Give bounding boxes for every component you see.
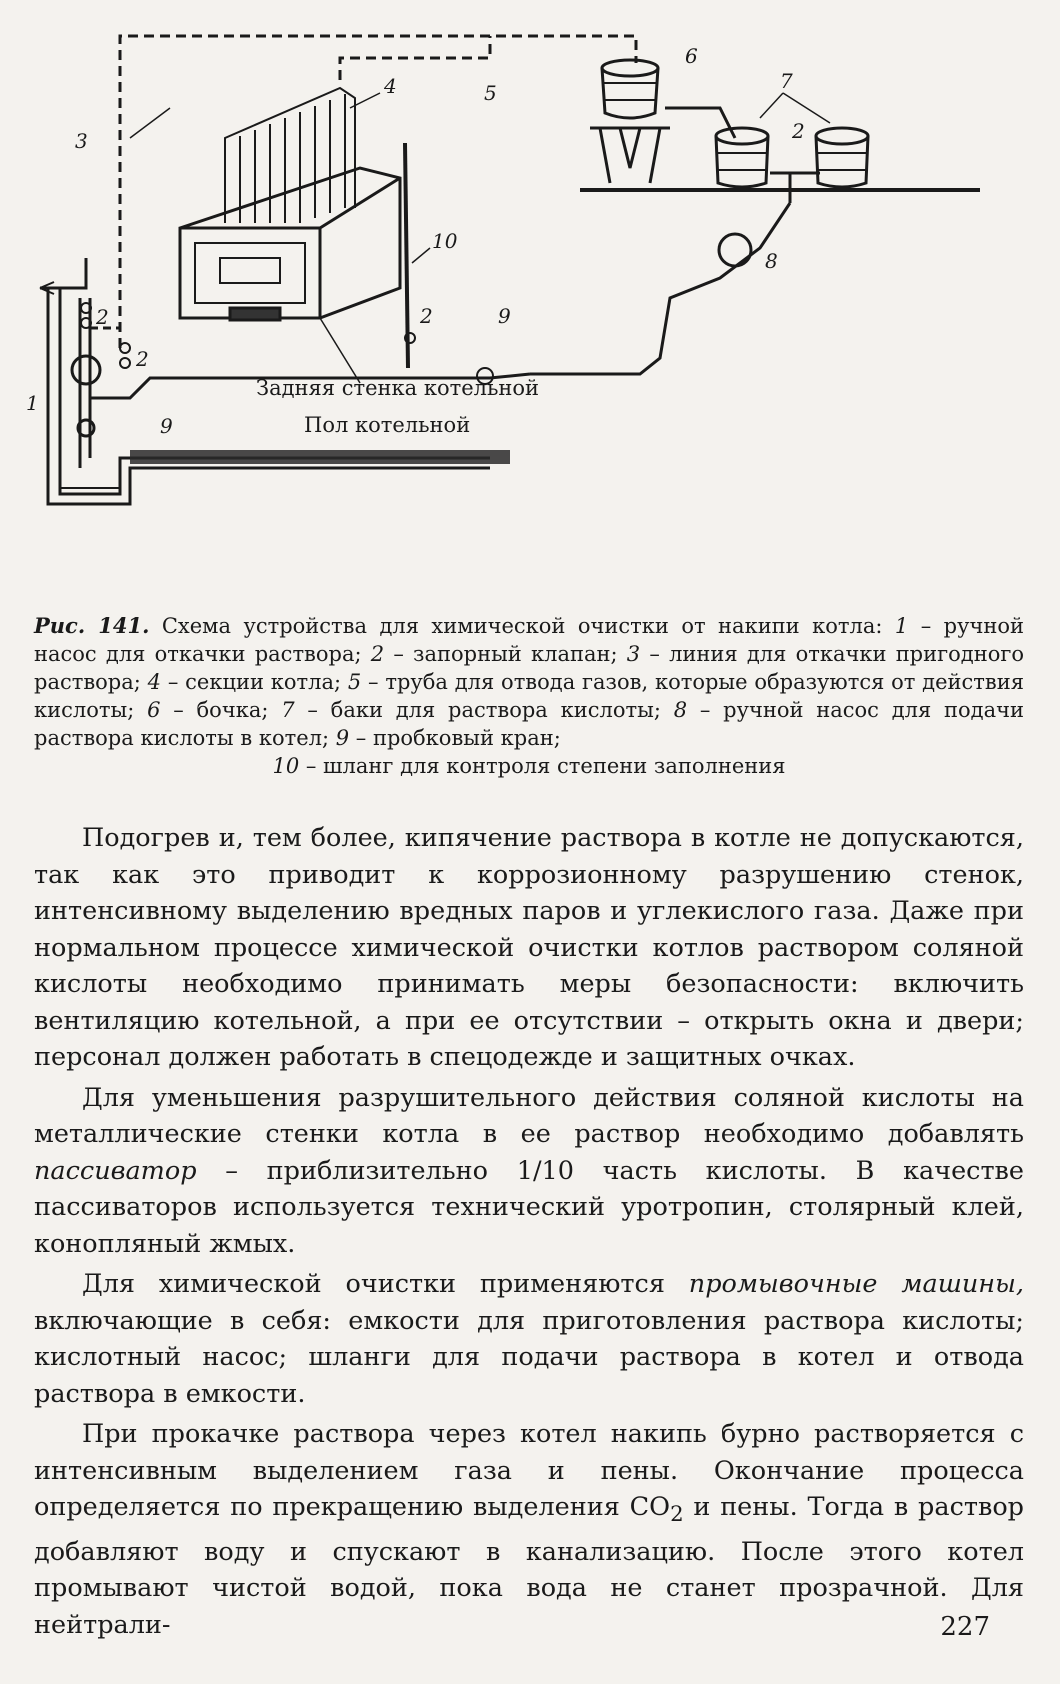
- paragraph-text: – приблизительно 1/10 часть кислоты. В качестве пассиваторов используется технический уротропин, столярный клей, конопляный жмых.: [34, 1155, 1024, 1259]
- boiler-cleaning-diagram: [20, 18, 1000, 608]
- boiler-sections: [225, 88, 355, 223]
- paragraph-text: и пены. Тогда в раствор добавляют воду и спускают в канализацию. После этого котел промывают чистой водой, пока вода не станет прозрачной. Для нейтрали-: [34, 1492, 1025, 1640]
- floor-slab: [130, 450, 510, 464]
- label-6: 6: [685, 44, 698, 68]
- caption-item-num: 10: [272, 754, 300, 778]
- floor-label: Пол котельной: [304, 413, 471, 437]
- paragraph-2: [34, 1080, 1024, 1263]
- label-5: 5: [484, 81, 497, 105]
- hand-pump-1: [72, 356, 100, 384]
- label-2c: 2: [420, 304, 433, 328]
- acid-tank-7-left: [716, 128, 768, 187]
- label-2d: 2: [792, 119, 805, 143]
- label-1: 1: [26, 391, 39, 415]
- paragraph-1: Подогрев и, тем более, кипячение раствора в котле не допускаются, так как это приводит к коррозионному разрушению стенок, интенсивному выделению вредных паров и углекислого газа. Даже при нормальном процессе химической очистки котлов раствором соляной кислоты необходимо принимать меры безопасности: включить вентиляцию котельной, а при ее отсутствии – открыть окна и двери; персонал должен работать в спецодежде и защитных очках.: [34, 823, 1024, 1072]
- label-9a: 9: [160, 414, 173, 438]
- caption-item-num: 7: [281, 698, 295, 722]
- caption-item-text: – ручной насос для подачи раствора кислоты в котел;: [34, 698, 1025, 750]
- caption-item-text: – шланг для контроля степени заполнения: [299, 754, 786, 778]
- back-wall-label: Задняя стенка котельной: [256, 376, 540, 400]
- figure-number: Рис. 141.: [34, 613, 150, 638]
- caption-item-text: – труба для отвода газов, которые образуются от действия кислоты;: [34, 670, 1024, 722]
- paragraph-3: [34, 1266, 1024, 1412]
- caption-item-num: 4: [147, 670, 162, 694]
- label-7: 7: [780, 69, 793, 93]
- barrel-6: [590, 60, 670, 183]
- label-2a: 2: [96, 305, 109, 329]
- paragraph-text: Для уменьшения разрушительного действия соляной кислоты на металлические стенки котла в ее раствор необходимо добавлять: [34, 1082, 1024, 1149]
- label-8: 8: [765, 249, 778, 273]
- label-3: 3: [75, 129, 88, 153]
- paragraph-text: Для химической очистки применяются: [82, 1269, 689, 1299]
- caption-item-num: 8: [673, 698, 688, 722]
- label-9b: 9: [498, 304, 511, 328]
- caption-item-text: – секции котла;: [161, 670, 348, 694]
- caption-item-num: 1: [894, 614, 909, 638]
- page-number: 227: [940, 1612, 990, 1642]
- caption-item-num: 6: [147, 698, 161, 722]
- caption-item-text: – линия для откачки пригодного раствора;: [34, 642, 1024, 694]
- caption-item-text: – баки для раствора кислоты;: [294, 698, 674, 722]
- caption-item-num: 9: [335, 726, 350, 750]
- caption-item-text: – бочка;: [160, 698, 282, 722]
- term-passivator: пассиватор: [34, 1155, 197, 1186]
- caption-item-num: 2: [370, 642, 385, 666]
- body-text: [34, 820, 1024, 1643]
- caption-item-text: – пробковый кран;: [349, 726, 561, 750]
- paragraph-text: включающие в себя: емкости для приготовления раствора кислоты; кислотный насос; шланги для подачи раствора в котел и отвода раствора в емкости.: [34, 1305, 1024, 1409]
- caption-item-num: 5: [347, 670, 362, 694]
- label-2b: 2: [136, 347, 149, 371]
- label-10: 10: [432, 229, 458, 253]
- caption-last-line: [34, 752, 1024, 780]
- caption-item-text: – ручной насос для откачки раствора;: [34, 614, 1024, 666]
- paragraph-4: [34, 1416, 1024, 1643]
- paragraph-text: При прокачке раствора через котел накипь бурно растворяется с интенсивным выделением газа и пены. Окончание процесса определяется по прекращению выделения CO: [34, 1419, 1024, 1522]
- diagram-svg: [20, 18, 1000, 608]
- term-washing-machines: промывочные машины,: [688, 1269, 1024, 1299]
- hand-pump-8: [719, 234, 751, 266]
- figure-caption: [34, 612, 1024, 780]
- caption-title: Схема устройства для химической очистки от накипи котла:: [149, 614, 883, 638]
- caption-item-text: – запорный клапан;: [384, 642, 627, 666]
- label-4: 4: [384, 74, 397, 98]
- co2-subscript: 2: [670, 1502, 684, 1528]
- caption-item-num: 3: [626, 642, 641, 666]
- acid-tank-7-right: [816, 128, 868, 187]
